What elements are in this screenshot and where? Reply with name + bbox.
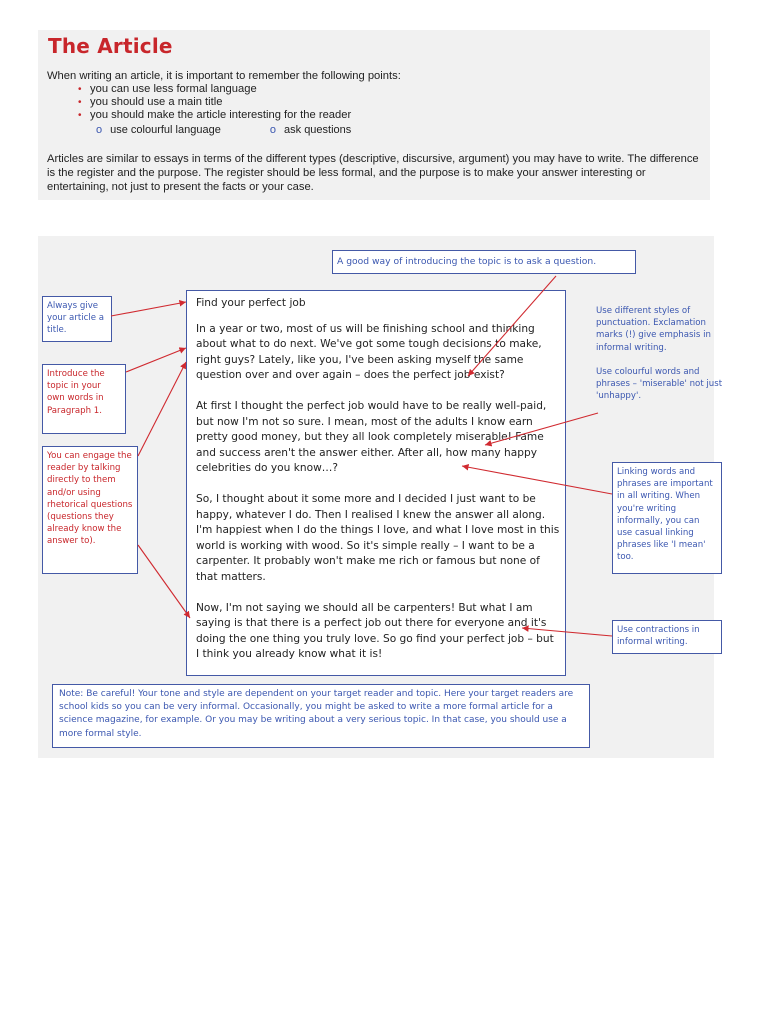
punctuation-tip-note: Use different styles of punctuation. Exclamation marks (!) give emphasis in informal writing. xyxy=(596,306,711,353)
example-article xyxy=(196,296,560,678)
note-box: Note: Be careful! Your tone and style are dependent on your target reader and topic. Here your target readers are school kids so you can be very informal. Occasionally, you might be asked to write a more formal article for a science magazine, for example. Or you may be writing about a very serious topic. In that case, you should use a more formal style. xyxy=(52,684,590,748)
list-item: • you can use less formal language xyxy=(78,83,257,95)
instructions-section xyxy=(38,30,710,200)
article-paragraph: At first I thought the perfect job would have to be really well-paid, but now I'm not so sure. I mean, most of the adults I know earn pretty good money, but they all look completely miserable! Fame and success aren't the answer either. After all, how many happy celebrities do you know…? xyxy=(196,399,547,475)
circle-bullet-icon: o xyxy=(269,124,277,136)
article-paragraph: In a year or two, most of us will be finishing school and thinking about what to do next. We've got some tough decisions to make, right guys? Lately, like you, I've been asking myself the same question over and over again – does the perfect job exist? xyxy=(196,322,542,382)
list-item: o ask questions xyxy=(269,124,352,136)
page-title: The Article xyxy=(48,34,173,58)
colourful-tip-note: Use colourful words and phrases – 'miserable' not just 'unhappy'. xyxy=(596,366,723,402)
bullet-icon: • xyxy=(78,110,82,121)
engage-tip-note: You can engage the reader by talking directly to them and/or using rhetorical questions (questions they already know the answer to). xyxy=(42,446,138,574)
article-paragraph: Now, I'm not saying we should all be carpenters! But what I am saying is that there is a perfect job out there for everyone and it's doing the one thing you truly love. So go find your perfect job – but I think you already know what it is! xyxy=(196,601,554,661)
question-tip-note: A good way of introducing the topic is to ask a question. xyxy=(332,250,636,274)
linking-tip-note: Linking words and phrases are important in all writing. When you're writing informally, you can use casual linking phrases like 'I mean' too. xyxy=(612,462,722,574)
points-list xyxy=(78,83,351,122)
title-tip-note: Always give your article a title. xyxy=(42,296,112,342)
bullet-icon: • xyxy=(78,84,82,95)
article-paragraph: So, I thought about it some more and I decided I just want to be happy, whatever I do. Then I realised I knew the answer all along. I'm happiest when I do the things I love, and what I love most in this world is working with wood. So it's simple really – I want to be a carpenter. It probably won't make me rich or famous but none of that matters. xyxy=(196,492,560,583)
sub-points-list xyxy=(96,124,351,136)
example-section xyxy=(38,236,723,758)
list-item: • you should use a main title xyxy=(78,96,223,108)
list-item: o use colourful language xyxy=(96,124,221,136)
contractions-tip-note: Use contractions in informal writing. xyxy=(612,620,722,654)
intro-text: When writing an article, it is important to remember the following points: xyxy=(47,70,401,82)
circle-bullet-icon: o xyxy=(96,124,103,136)
article-title: Find your perfect job xyxy=(196,297,306,309)
topic-tip-note: Introduce the topic in your own words in Paragraph 1. xyxy=(42,364,126,434)
comparison-paragraph: Articles are similar to essays in terms of the different types (descriptive, discursive, argument) you may have to write. The difference is the register and the purpose. The register should be less formal, and the purpose is to make your answer interesting or entertaining, not just to present the facts or your case. xyxy=(47,153,699,193)
punctuation-tips xyxy=(592,302,730,432)
list-item: • you should make the article interesting for the reader xyxy=(78,109,352,121)
bullet-icon: • xyxy=(78,97,82,108)
